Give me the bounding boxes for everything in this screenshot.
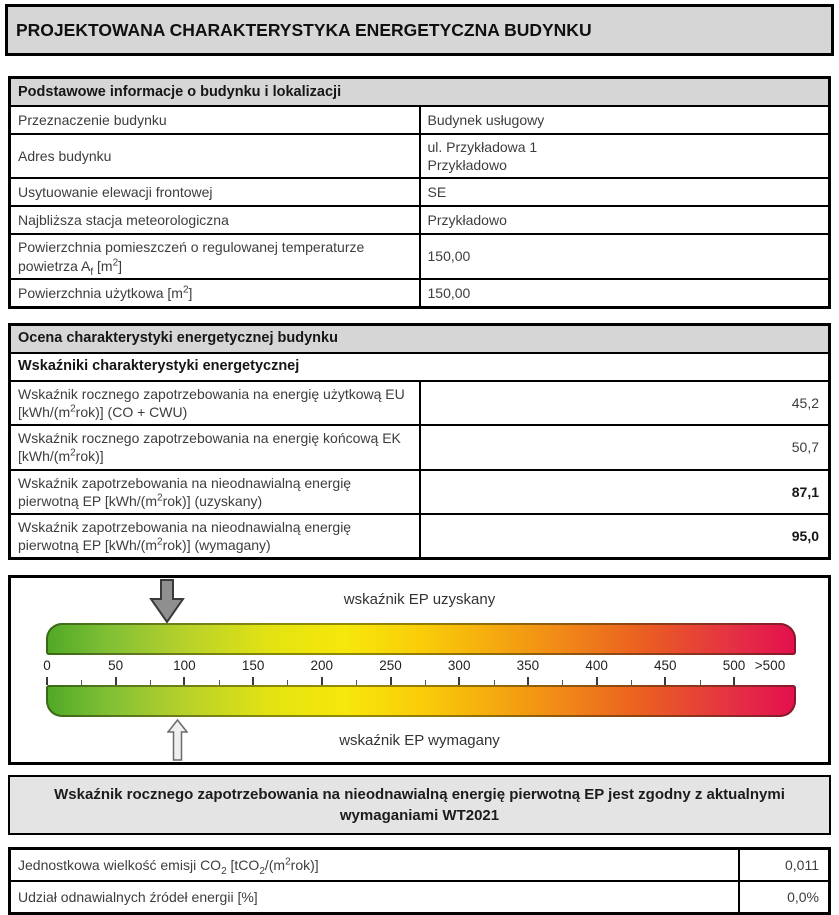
indicator-row bbox=[10, 514, 830, 559]
ep-gradient-bar-top bbox=[46, 623, 796, 655]
scale-tick-label: 100 bbox=[173, 658, 196, 674]
info-row bbox=[10, 106, 830, 134]
scale-tick-label: 0 bbox=[43, 658, 51, 674]
assessment-subheader-row bbox=[10, 353, 830, 381]
info-label: Przeznaczenie budynku bbox=[10, 106, 420, 134]
conclusion-box bbox=[8, 775, 831, 835]
scale-tick-major bbox=[664, 677, 666, 685]
info-row bbox=[10, 206, 830, 234]
info-value: 150,00 bbox=[420, 279, 830, 308]
scale-tick-major bbox=[458, 677, 460, 685]
info-label: Najbliższa stacja meteorologiczna bbox=[10, 206, 420, 234]
emission-row bbox=[10, 849, 830, 882]
scale-tick-label: 350 bbox=[516, 658, 540, 674]
assessment-header: Ocena charakterystyki energetycznej budynku bbox=[10, 324, 830, 353]
info-value: Przykładowo bbox=[420, 206, 830, 234]
indicator-label: Wskaźnik rocznego zapotrzebowania na energię końcową EK $[kWh/(m^2rok)]$ bbox=[10, 425, 420, 469]
info-value bbox=[420, 134, 830, 178]
info-row bbox=[10, 234, 830, 278]
building-info-header: Podstawowe informacje o budynku i lokalizacji bbox=[10, 78, 830, 107]
ep-achieved-arrow bbox=[149, 579, 185, 623]
indicator-label: Wskaźnik zapotrzebowania na nieodnawialną energię pierwotną EP $[kWh/(m^2rok)]$ (uzyskany) bbox=[10, 470, 420, 514]
scale-tick-major bbox=[252, 677, 254, 685]
page-title-text: PROJEKTOWANA CHARAKTERYSTYKA ENERGETYCZNA BUDYNKU bbox=[16, 19, 592, 40]
info-row bbox=[10, 178, 830, 206]
scale-tick-major bbox=[115, 677, 117, 685]
indicator-value: 45,2 bbox=[420, 381, 830, 425]
scale-tick-label: 150 bbox=[241, 658, 265, 674]
emission-label: Jednostkowa wielkość emisji $CO_2$ $[tCO_2/(m^2rok)]$ bbox=[10, 849, 740, 882]
info-row bbox=[10, 279, 830, 308]
scale-tick-label: 250 bbox=[379, 658, 402, 674]
scale-overflow-label: >500 bbox=[754, 658, 786, 674]
ep-required-label: wskaźnik EP wymagany bbox=[339, 732, 500, 750]
scale-tick-major bbox=[321, 677, 323, 685]
info-label: Powierzchnia użytkowa $[m^2]$ bbox=[10, 279, 420, 308]
scale-tick-label: 200 bbox=[310, 658, 334, 674]
scale-tick-major bbox=[46, 677, 48, 685]
conclusion-text: Wskaźnik rocznego zapotrzebowania na nieodnawialną energię pierwotną EP jest zgodny z aktualnymi wymaganiami WT2021 bbox=[54, 786, 785, 825]
energy-assessment-table bbox=[8, 323, 831, 561]
indicator-row bbox=[10, 381, 830, 425]
building-info-header-row bbox=[10, 78, 830, 107]
info-value: Budynek usługowy bbox=[420, 106, 830, 134]
emission-value: 0,0% bbox=[739, 881, 830, 914]
indicator-label: Wskaźnik rocznego zapotrzebowania na energię użytkową EU $[kWh/(m^2rok)] (CO + CWU)$ bbox=[10, 381, 420, 425]
info-label: Powierzchnia pomieszczeń o regulowanej temperaturze powietrza $A_f$ $[m^2]$ bbox=[10, 234, 420, 278]
indicator-value: 50,7 bbox=[420, 425, 830, 469]
scale-tick-major bbox=[390, 677, 392, 685]
scale-tick-label: 400 bbox=[585, 658, 608, 674]
info-value: SE bbox=[420, 178, 830, 206]
scale-ruler bbox=[43, 658, 796, 685]
ep-scale-panel bbox=[8, 575, 831, 765]
scale-tick-label: 50 bbox=[108, 658, 124, 674]
scale-tick-label: 300 bbox=[447, 658, 471, 674]
indicator-value-ep-achieved: 87,1 bbox=[420, 470, 830, 514]
info-value: 150,00 bbox=[420, 234, 830, 278]
address-line-2: Przykładowo bbox=[427, 157, 507, 174]
indicator-label: Wskaźnik zapotrzebowania na nieodnawialną energię pierwotną EP $[kWh/(m^2rok)]$ (wymagany) bbox=[10, 514, 420, 559]
info-label: Adres budynku bbox=[10, 134, 420, 178]
building-info-table bbox=[8, 76, 831, 309]
page-title bbox=[5, 4, 834, 56]
indicator-row bbox=[10, 425, 830, 469]
scale-tick-label: 500 bbox=[722, 658, 746, 674]
scale-tick-major bbox=[527, 677, 529, 685]
scale-tick-label: 450 bbox=[654, 658, 677, 674]
indicator-value-ep-required: 95,0 bbox=[420, 514, 830, 559]
emission-value: 0,011 bbox=[739, 849, 830, 882]
scale-tick-major bbox=[183, 677, 185, 685]
ep-gradient-bar-bottom bbox=[46, 685, 796, 717]
assessment-header-row bbox=[10, 324, 830, 353]
emissions-table bbox=[8, 847, 831, 915]
assessment-subheader: Wskaźniki charakterystyki energetycznej bbox=[10, 353, 830, 381]
ep-achieved-label: wskaźnik EP uzyskany bbox=[343, 591, 496, 609]
emission-label: Udział odnawialnych źródeł energii [%] bbox=[10, 881, 740, 914]
info-row bbox=[10, 134, 830, 178]
emission-row bbox=[10, 881, 830, 914]
scale-tick-major bbox=[733, 677, 735, 685]
scale-tick-major bbox=[596, 677, 598, 685]
indicator-row bbox=[10, 470, 830, 514]
info-label: Usytuowanie elewacji frontowej bbox=[10, 178, 420, 206]
address-line-1: ul. Przykładowa 1 bbox=[427, 139, 538, 155]
